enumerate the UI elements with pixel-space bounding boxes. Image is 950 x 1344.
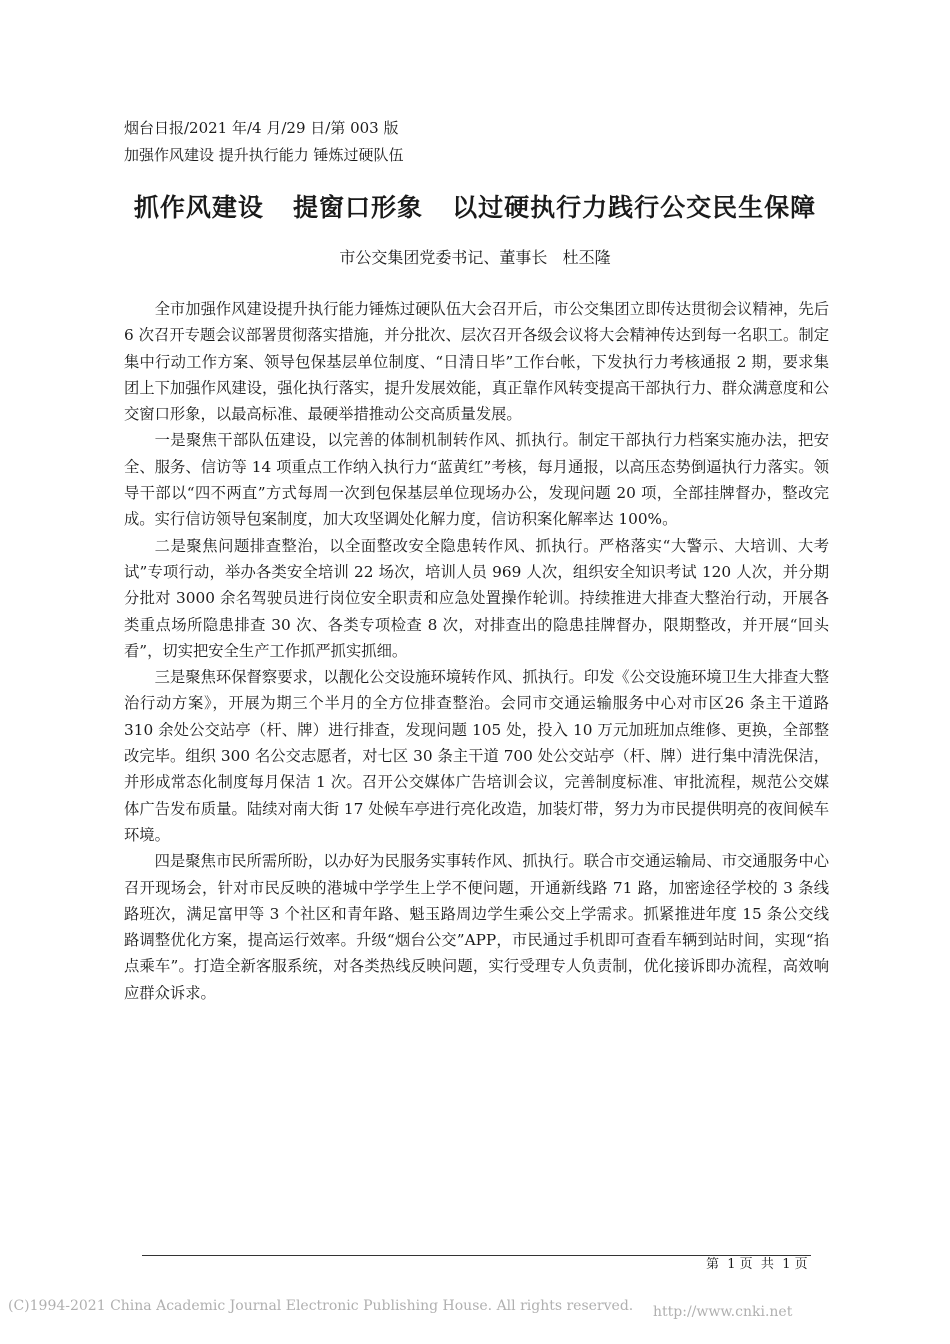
paragraph-3: 三是聚焦环保督察要求，以靓化公交设施环境转作风、抓执行。印发《公交设施环境卫生大排查大整治行动方案》，开展为期三个半月的全方位排查整治。会同市交通运输服务中心对市区26 条主干道路 310 余处公交站亭（杆、牌）进行排查，发现问题 105 处，投入 10 万元加班加点维修、更换，全部整改完毕。组织 300 名公交志愿者，对七区 30 条主干道 700 处公交站亭（杆、牌）进行集中清洗保洁，并形成常态化制度每月保洁 1 次。召开公交媒体广告培训会议，完善制度标准、审批流程，规范公交媒体广告发布质量。陆续对南大街 17 处候车亭进行亮化改造，加装灯带，努力为市民提供明亮的夜间候车环境。 [124, 668, 829, 844]
column-title: 加强作风建设 提升执行能力 锤炼过硬队伍 [124, 146, 404, 164]
article-body [124, 296, 829, 1006]
publication-source: 烟台日报/2021 年/4 月/29 日/第 003 版 [124, 119, 399, 137]
site-watermark: http://www.cnki.net [653, 1304, 793, 1320]
paragraph-4: 四是聚焦市民所需所盼，以办好为民服务实事转作风、抓执行。联合市交通运输局、市交通服务中心召开现场会，针对市民反映的港城中学学生上学不便问题，开通新线路 71 路，加密途径学校的 3 条线路班次，满足富甲等 3 个社区和青年路、魁玉路周边学生乘公交上学需求。抓紧推进年度 15 条公交线路调整优化方案，提高运行效率。升级“烟台公交”APP，市民通过手机即可查看车辆到站时间，实现“掐点乘车”。打造全新客服系统，对各类热线反映问题，实行受理专人负责制，优化接诉即办流程，高效响应群众诉求。 [124, 852, 829, 1002]
page-number: 第 1 页 共 1 页 [706, 1257, 808, 1272]
copyright-watermark: (C)1994-2021 China Academic Journal Electronic Publishing House. All rights reserved. [8, 1298, 634, 1314]
article-title: 抓作风建设 提窗口形象 以过硬执行力践行公交民生保障 [133, 193, 817, 222]
paragraph-intro: 全市加强作风建设提升执行能力锤炼过硬队伍大会召开后，市公交集团立即传达贯彻会议精神，先后 6 次召开专题会议部署贯彻落实措施，并分批次、层次召开各级会议将大会精神传达到每一名职工。制定集中行动工作方案、领导包保基层单位制度、“日清日毕”工作台帐，下发执行力考核通报 2 期，要求集团上下加强作风建设，强化执行落实，提升发展效能，真正靠作风转变提高干部执行力、群众满意度和公交窗口形象，以最高标准、最硬举措推动公交高质量发展。 [124, 300, 829, 424]
paragraph-2: 二是聚焦问题排查整治，以全面整改安全隐患转作风、抓执行。严格落实“大警示、大培训、大考试”专项行动，举办各类安全培训 22 场次，培训人员 969 人次，组织安全知识考试 120 人次，并分期分批对 3000 余名驾驶员进行岗位安全职责和应急处置操作轮训。持续推进大排查大整治行动，开展各类重点场所隐患排查 30 次、各类专项检查 8 次，对排查出的隐患挂牌督办，限期整改，并开展“回头看”，切实把安全生产工作抓严抓实抓细。 [124, 536, 829, 660]
article-author: 市公交集团党委书记、董事长 杜丕隆 [339, 248, 611, 267]
paragraph-1: 一是聚焦干部队伍建设，以完善的体制机制转作风、抓执行。制定干部执行力档案实施办法，把安全、服务、信访等 14 项重点工作纳入执行力“蓝黄红”考核，每月通报，以高压态势倒逼执行力落实。领导干部以“四不两直”方式每周一次到包保基层单位现场办公，发现问题 20 项，全部挂牌督办，整改完成。实行信访领导包案制度，加大攻坚调处化解力度，信访积案化解率达 100%。 [124, 431, 829, 529]
